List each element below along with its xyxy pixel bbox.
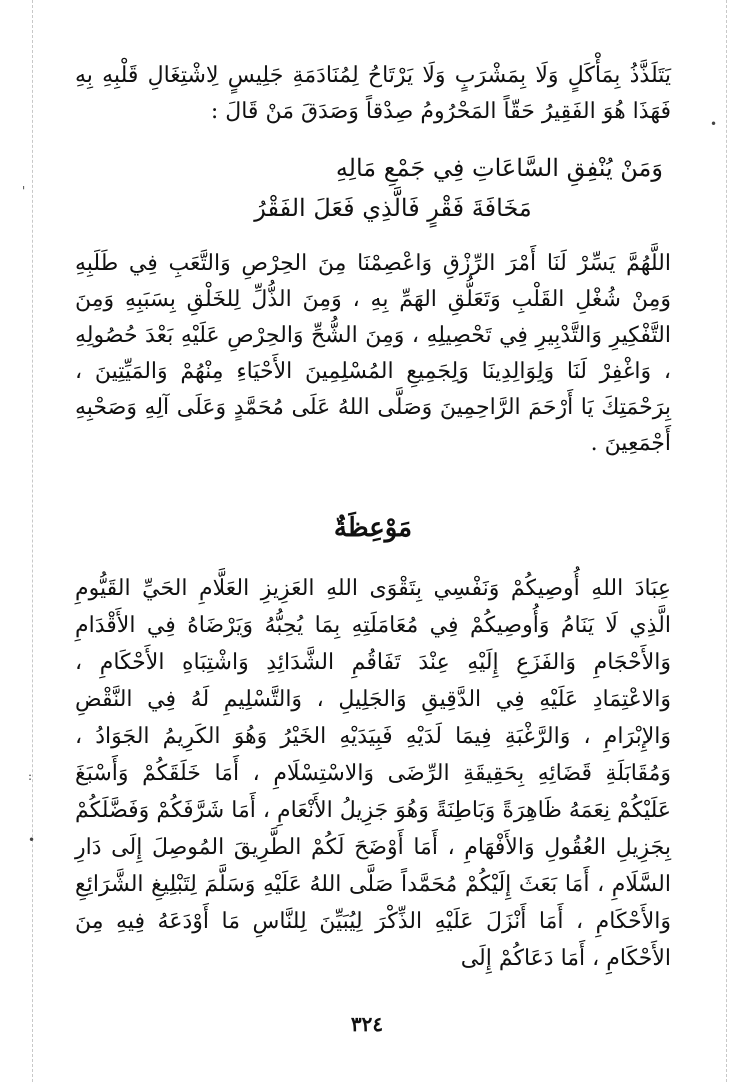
paragraph-3: عِبَادَ اللهِ أُوصِيكُمْ وَنَفْسِي بِتَقْوَى اللهِ العَزِيزِ العَلَّامِ الحَيِّ القَيُّومِ الَّذِي لَا يَنَامُ وَأُوصِيكُمْ فِي مُعَامَلَتِهِ بِمَا يُحِبُّهُ وَيَرْضَاهُ فِي الأَقْدَامِ وَالأَحْجَامِ وَالفَزَعِ إِلَيْهِ عِنْدَ تَفَاقُمِ الشَّدَائِدِ وَاشْتِبَاهِ الأَحْكَامِ ، وَالاعْتِمَادِ عَلَيْهِ فِي الدَّقِيقِ وَالجَلِيلِ ، وَالتَّسْلِيمِ لَهُ فِي النَّقْضِ وَالإِبْرَامِ ، وَالرَّغْبَةِ فِيمَا لَدَيْهِ فَبِيَدَيْهِ الخَيْرُ وَهُوَ الكَرِيمُ الجَوَادُ ، وَمُقَابَلَةِ قَضَائِهِ بِحَقِيقَةِ الرِّضَى وَالاسْتِسْلَامِ ، أَمَا خَلَقَكُمْ وَأَسْبَغَ عَلَيْكُمْ نِعَمَهُ ظَاهِرَةً وَبَاطِنَةً وَهُوَ جَزِيلُ الأَنْعَامِ ، أَمَا شَرَّفَكُمْ وَفَضَّلَكُمْ بِجَزِيلِ العُقُولِ وَالأَفْهَامِ ، أَمَا أَوْضَحَ لَكُمْ الطَّرِيقَ المُوصِلَ إِلَى دَارِ السَّلَامِ ، أَمَا بَعَثَ إِلَيْكُمْ مُحَمَّداً صَلَّى اللهُ عَلَيْهِ وَسَلَّمَ لِتَبْلِيغِ الشَّرَائِعِ وَالأَحْكَامِ ، أَمَا أَنْزَلَ عَلَيْهِ الذِّكْرَ لِيُبَيِّنَ لِلنَّاسِ مَا أَوْدَعَهُ فِيهِ مِنَ الأَحْكَامِ ، أَمَا دَعَاكُمْ إِلَى xyxy=(75,576,671,971)
margin-mark: • xyxy=(710,117,718,131)
right-guide-line xyxy=(726,0,727,1082)
page-content xyxy=(75,58,671,977)
margin-mark: ' xyxy=(22,184,26,198)
paragraph-1: يَتَلَذَّذُ بِمَأْكَلٍ وَلَا بِمَشْرَبٍ وَلَا يَرْتَاحُ لِمُنَادَمَةِ جَلِيسٍ لِاشْتِغَالِ قَلْبِهِ بِهِ فَهَذَا هُوَ الفَقِيرُ حَقّاً المَحْرُومُ صِدْقاً وَصَدَقَ مَنْ قَالَ : xyxy=(75,63,671,124)
page-number: ٣٢٤ xyxy=(350,1012,384,1036)
left-guide-line xyxy=(32,0,33,1082)
margin-mark: : xyxy=(28,769,33,783)
verse-line-1: وَمَنْ يُنْفِقِ السَّاعَاتِ فِي جَمْعِ مَالِهِ xyxy=(335,154,663,182)
poetry-verse xyxy=(75,148,671,228)
paragraph-2: اللَّهُمَّ يَسِّرْ لَنَا أَمْرَ الرِّزْقِ وَاعْصِمْنَا مِنَ الحِرْصِ وَالتَّعَبِ فِي طَلَبِهِ وَمِنْ شُغْلِ القَلْبِ وَتَعَلُّقِ الهَمِّ بِهِ ، وَمِنَ الذُّلِّ لِلخَلْقِ بِسَبَبِهِ وَمِنَ التَّفْكِيرِ وَالتَّدْبِيرِ فِي تَحْصِيلِهِ ، وَمِنَ الشُّحِّ وَالحِرْصِ عَلَيْهِ بَعْدَ حُصُولِهِ ، وَاغْفِرْ لَنَا وَلِوَالِدِينَا وَلِجَمِيعِ المُسْلِمِينَ الأَحْيَاءِ مِنْهُمْ وَالمَيِّتِينَ ، بِرَحْمَتِكَ يَا أَرْحَمَ الرَّاحِمِينَ وَصَلَّى اللهُ عَلَى مُحَمَّدٍ وَعَلَى آلِهِ وَصَحْبِهِ أَجْمَعِينَ . xyxy=(75,251,672,456)
verse-line-2: مَخَافَةَ فَقْرٍ فَالَّذِي فَعَلَ الفَقْرُ xyxy=(254,194,532,222)
section-heading: مَوْعِظَةٌ xyxy=(333,513,413,543)
margin-mark: • xyxy=(28,833,36,847)
